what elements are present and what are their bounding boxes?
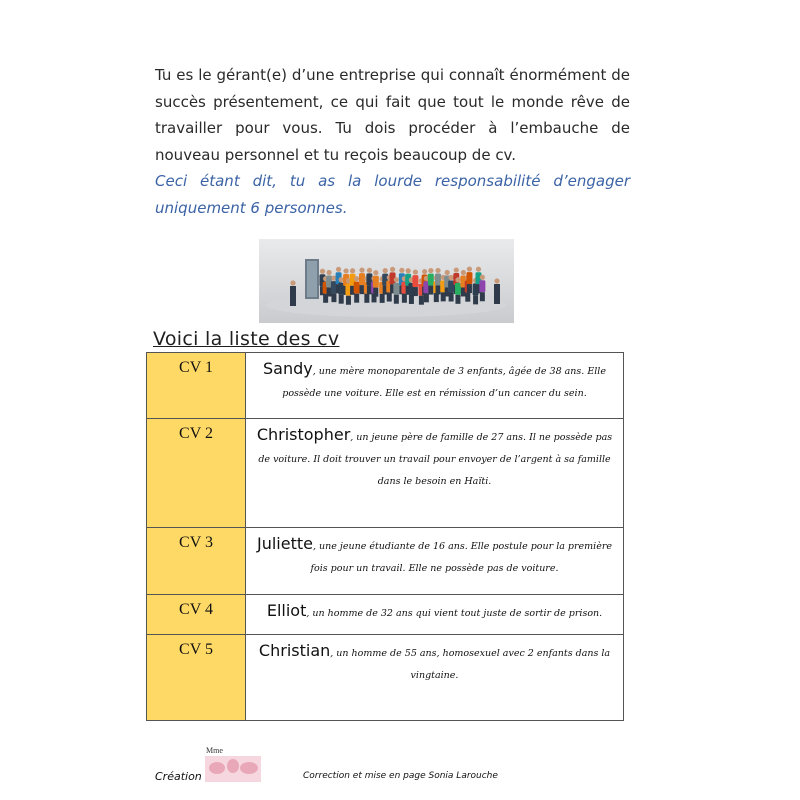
person-body: [428, 274, 434, 286]
table-row: [147, 528, 624, 595]
person-head: [350, 268, 355, 273]
person-body: [448, 281, 454, 293]
person-legs: [467, 284, 472, 293]
cv-description: [246, 528, 624, 595]
cv-label: CV 3: [147, 528, 246, 595]
table-row: [147, 595, 624, 635]
cv-table: [146, 352, 624, 721]
person-head: [445, 270, 450, 275]
cv-name: Christopher: [256, 425, 351, 444]
person-legs: [455, 295, 460, 304]
person-legs: [373, 288, 378, 297]
person-body: [494, 284, 500, 304]
person-head: [373, 270, 378, 275]
person-head: [326, 270, 331, 275]
cv-name: Sandy: [263, 359, 313, 378]
person-head: [336, 267, 341, 272]
intro-paragraph: Tu es le gérant(e) d’une entreprise qui connaît énormément de succès présentement, ce qui fait que tout le monde rêve de travailler pour vous. Tu dois procéder à l’embauche de nouveau personnel et tu reçois beaucoup de cv.: [155, 66, 630, 164]
person-head: [413, 269, 418, 274]
person-head: [406, 268, 411, 273]
logo-text: Mme: [206, 746, 223, 755]
person-head: [494, 278, 499, 283]
person-legs: [449, 293, 454, 302]
person-body: [373, 276, 379, 288]
intro-text: [155, 62, 630, 221]
person-head: [480, 275, 485, 280]
person-head: [359, 268, 364, 273]
cv-description: [246, 353, 624, 419]
person-head: [339, 277, 344, 282]
cv-text: , une mère monoparentale de 3 enfants, âgée de 38 ans. Elle possède une voiture. Elle est en rémission d’un cancer du sein.: [282, 366, 606, 399]
person-head: [435, 268, 440, 273]
cv-description: [246, 595, 624, 635]
person-head: [454, 267, 459, 272]
cv-name: Elliot: [266, 601, 307, 620]
cv-label: CV 2: [147, 419, 246, 528]
person-legs: [360, 285, 365, 294]
cv-text: , un homme de 55 ans, homosexuel avec 2 enfants dans la vingtaine.: [330, 648, 611, 681]
footer: [0, 740, 800, 800]
intro-highlight: Ceci étant dit, tu as la lourde responsabilité d’engager uniquement 6 personnes.: [155, 172, 630, 217]
person-head: [394, 277, 399, 282]
table-row: [147, 353, 624, 419]
person-legs: [419, 296, 424, 305]
person-legs: [364, 294, 369, 303]
person-body: [455, 283, 461, 295]
person-legs: [339, 295, 344, 304]
person-legs: [473, 295, 478, 304]
person-head: [367, 268, 372, 273]
person-head: [354, 276, 359, 281]
table-row: [147, 635, 624, 721]
crowd-illustration: [259, 239, 514, 323]
person-body: [466, 272, 472, 284]
person-body: [354, 282, 360, 294]
person-body: [479, 280, 485, 292]
cv-text: , une jeune étudiante de 16 ans. Elle postule pour la première fois pour un travail. Elle ne possède pas de voiture.: [310, 541, 613, 574]
list-title: Voici la liste des cv: [153, 328, 340, 350]
person-legs: [413, 287, 418, 296]
person-head: [320, 269, 325, 274]
cv-description: [246, 635, 624, 721]
person-legs: [331, 293, 336, 302]
person-body: [412, 275, 418, 287]
person-legs: [409, 295, 414, 304]
person-legs: [387, 293, 392, 302]
person-legs: [380, 294, 385, 303]
person-legs: [346, 296, 351, 305]
cv-text: , un homme de 32 ans qui vient tout juste de sortir de prison.: [306, 608, 603, 619]
author-logo: [203, 746, 263, 786]
person-legs: [465, 293, 470, 302]
person-head: [467, 266, 472, 271]
person-legs: [480, 292, 485, 301]
person-head: [455, 277, 460, 282]
person-head: [422, 269, 427, 274]
person-head: [390, 267, 395, 272]
person-head: [461, 270, 466, 275]
person-legs: [354, 294, 359, 303]
person-head: [449, 275, 454, 280]
person-body: [435, 273, 441, 285]
person-legs: [424, 293, 429, 302]
cv-name: Juliette: [256, 534, 313, 553]
person-head: [399, 268, 404, 273]
person-head: [343, 268, 348, 273]
cv-label: CV 1: [147, 353, 246, 419]
person-legs: [436, 285, 441, 294]
cv-name: Christian: [258, 641, 331, 660]
person-legs: [402, 294, 407, 303]
person-legs: [428, 286, 433, 295]
person-body: [290, 286, 296, 306]
person-head: [290, 280, 295, 285]
table-row: [147, 419, 624, 528]
person-head: [383, 268, 388, 273]
cv-label: CV 5: [147, 635, 246, 721]
cv-text: , un jeune père de famille de 27 ans. Il ne possède pas de voiture. Il doit trouver un travail pour envoyer de l’argent à sa famille dans le besoin en Haïti.: [258, 432, 613, 487]
person-head: [428, 268, 433, 273]
credit-text: Correction et mise en page Sonia Larouche: [303, 771, 498, 781]
person-body: [393, 283, 399, 295]
creation-label: Création: [155, 770, 202, 783]
cv-label: CV 4: [147, 595, 246, 635]
person-head: [476, 267, 481, 272]
person-legs: [394, 295, 399, 304]
cv-description: [246, 419, 624, 528]
person-legs: [327, 288, 332, 297]
